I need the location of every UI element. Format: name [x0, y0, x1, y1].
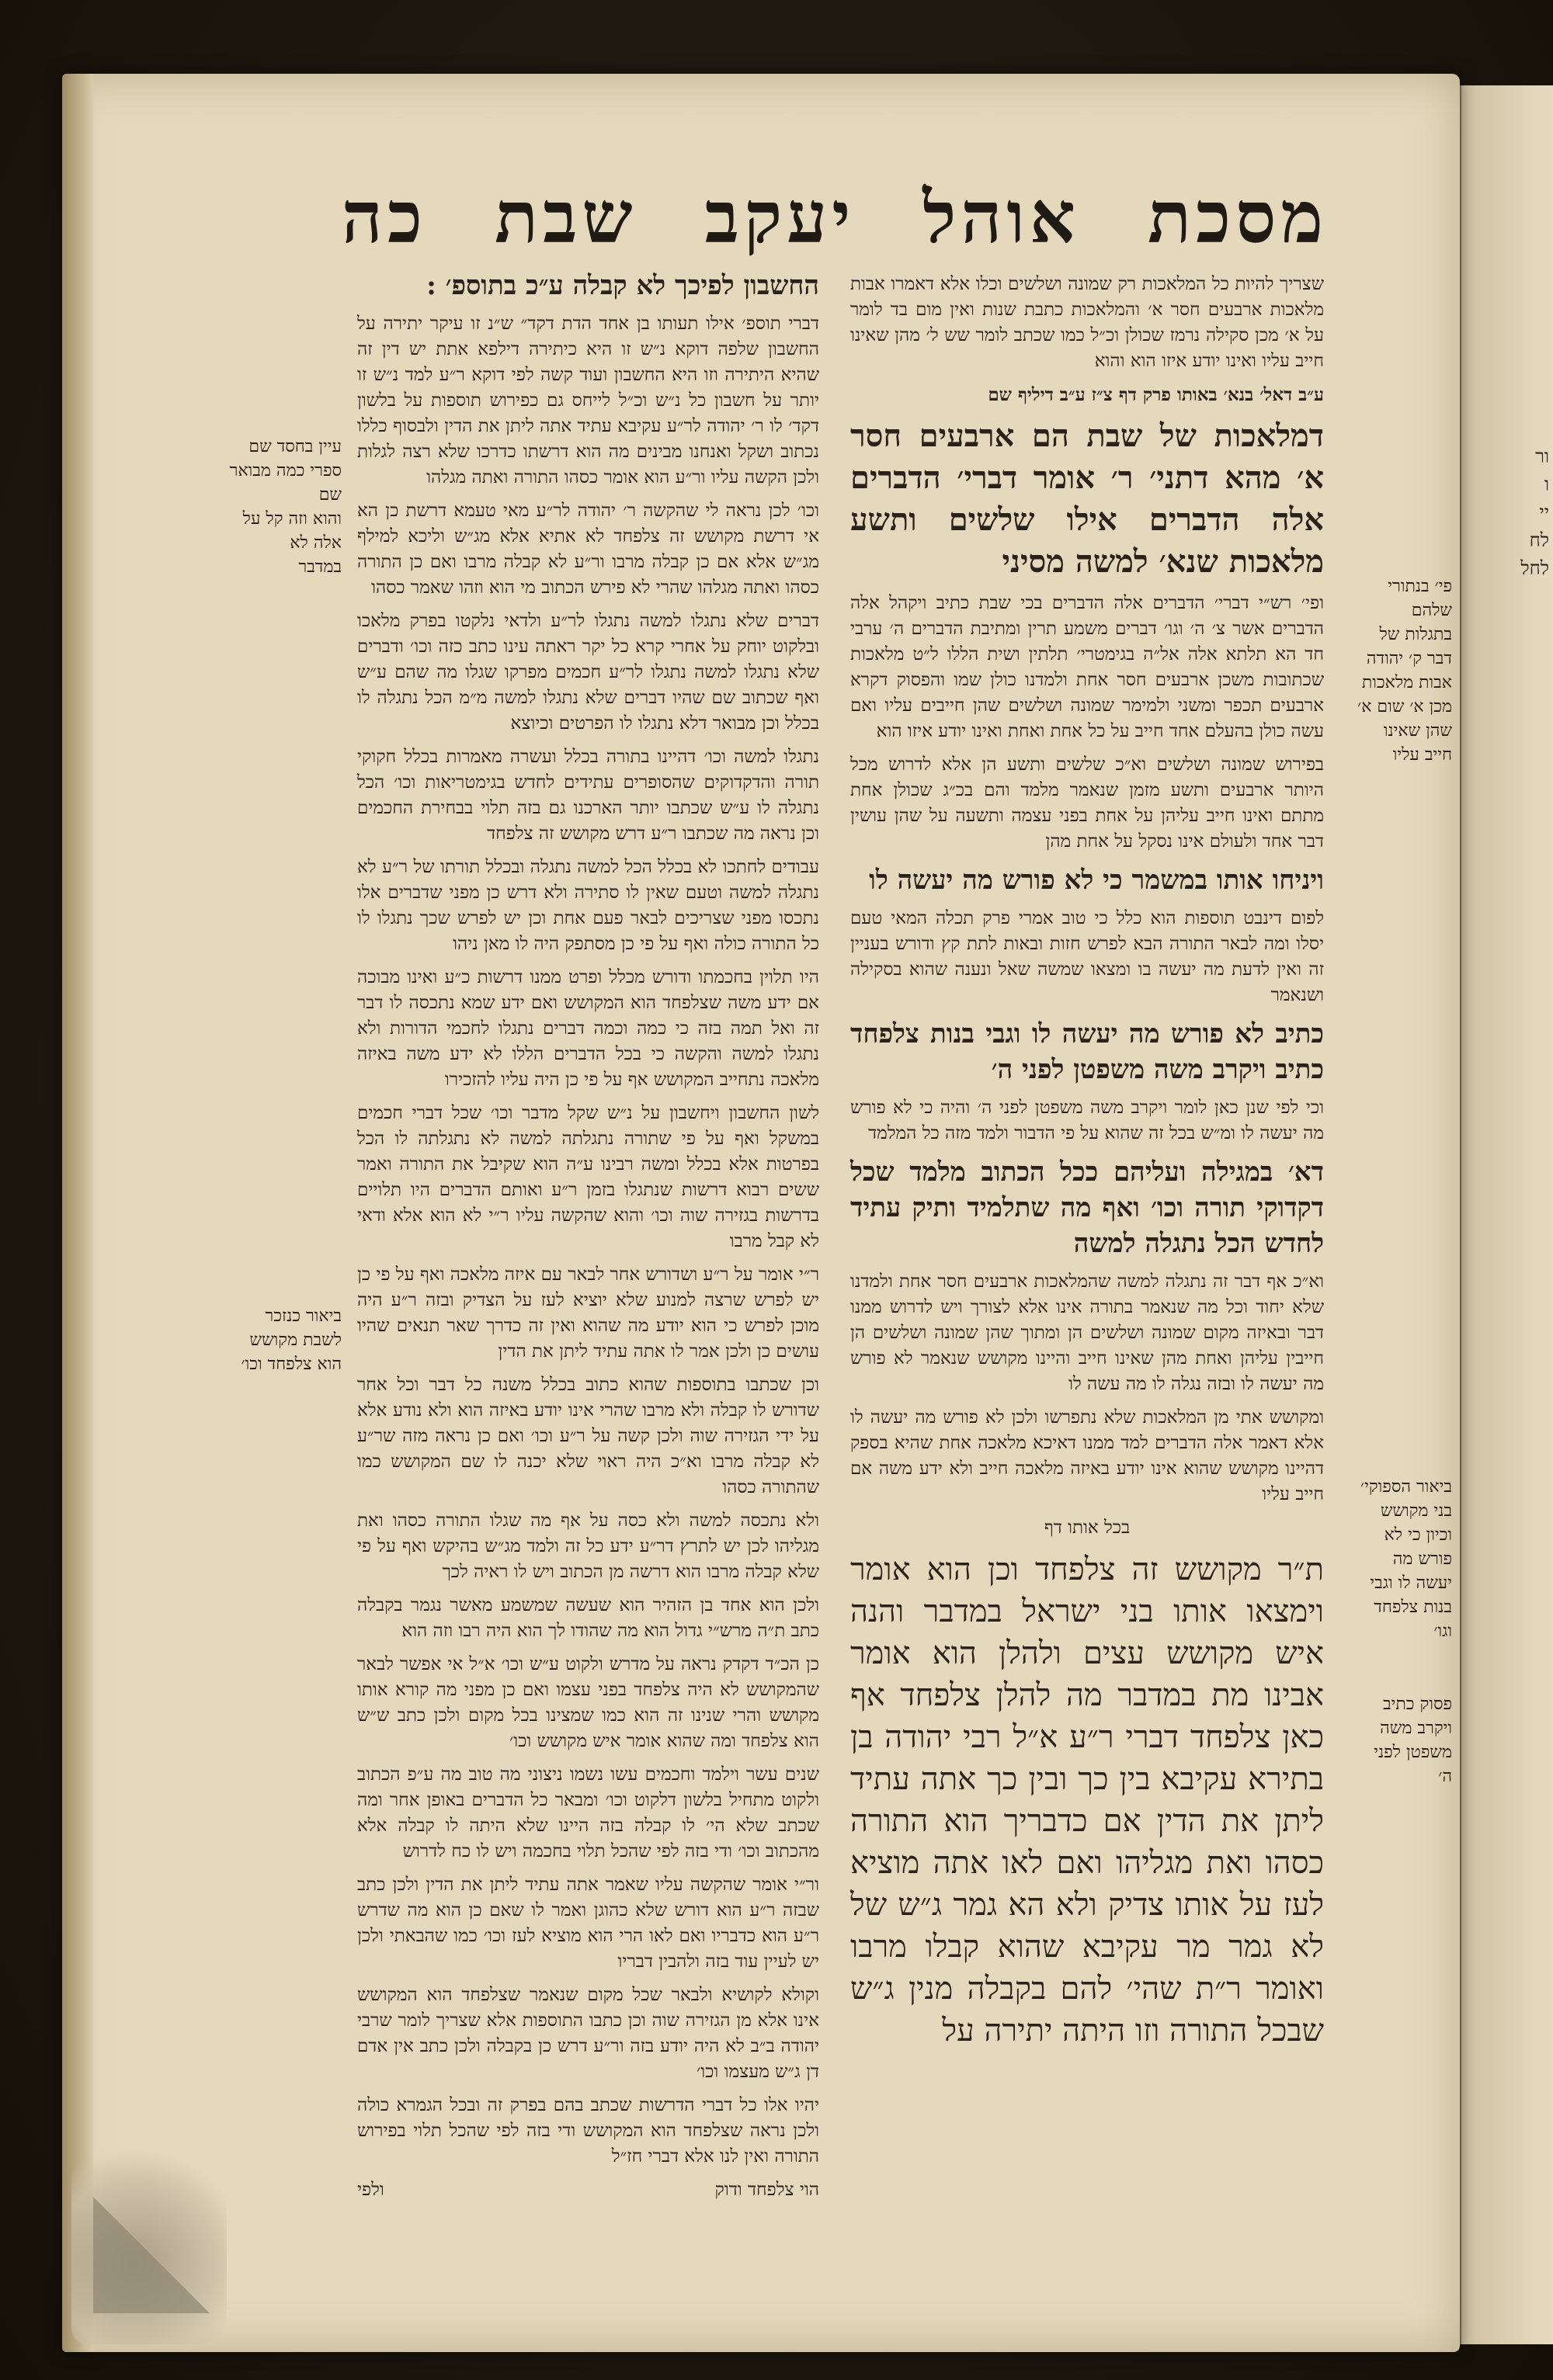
right-verse-2: כתיב לא פורש מה יעשה לו וגבי בנות צלפחד כתיב ויקרב משה משפטן לפני ה׳: [850, 1018, 1324, 1085]
inner-note-9: ביאור הספוקי׳: [1360, 1477, 1452, 1497]
outer-note-6: ביאור כנזכר: [265, 1306, 342, 1326]
left-commentary-2: וכו׳ לכן נראה לי שהקשה ר׳ יהודה לר״ע מאי טעמא דרשת כן הא אי דרשת מקושש זה צלפחד לא אתיא אלא מג״ש וליכא למילף מג״ש אלא אם כן קבלה מרבו ור״ע לא קבלה מרבו ואם כן התורה כסהו ואתה מגלהו שהרי לא פירש הכתוב מי הוא וזהו שאמר כסהו: [357, 501, 819, 598]
right-commentary-1: ופי׳ רש״י דברי׳ הדברים אלה הדברים בכי שבת כתיב ויקהל אלה הדברים אשר צ׳ ה׳ וגו׳ דברים משמע תרין ומתיבת הדברים ה׳ ערבי חד הא תלתא אלה אל״ה בגימטרי׳ תלתין ושית הללו ל״ט מלאכות שכתובות משכן ארבעים חסר אחת ולמדנו כולן שמו והפסוק דקרא ארבעים תכפר ומשני ולמימר שמונה ושלשים שהן חייבים עליו ואם עשה כולן בהעלם אחד חייב על כל אחת ואחת ואינו יודע איזו הוא: [850, 593, 1324, 741]
left-heading: החשבון לפיכך לא קבלה ע״כ בתוספ׳ :: [426, 270, 819, 301]
next-page-fragment-5: לחל: [1520, 557, 1549, 579]
left-commentary-7: לשון החשבון ויחשבון על נ״ש שקל מדבר וכו׳ שכל דברי חכמים במשקל ואף על פי שתורה נתגלתה למשה לא נתגלתה לו הכל בפרטות אלא בכלל ומשה רבינו ע״ה הוא שקיבל את התורה ואמר ששים רבוא דרשות שנתגלו בזמן ר״ע ואותם הדברים היו תלויים בדרשות בגזירה שוה וכו׳ והוא שהקשה עליו ר״י לא הוא אלא ודאי לא קבל מרבו: [357, 1103, 819, 1251]
next-page-fragment-4: לח: [1529, 529, 1549, 551]
inner-note-10: בני מקושש: [1380, 1501, 1452, 1521]
inner-note-7: שהן שאינו: [1383, 721, 1452, 741]
left-commentary-14: ור״י אומר שהקשה עליו שאמר אתה עתיד ליתן את הדין ולכן כתב שבזה ר״ע הוא דורש שלא כהוגן ואמר לו שאם כן הוא מה שדרש ר״ע הוא כדבריו ואם לאו הרי הוא מוציא לעז וכו׳ כמו שהבאתי ולכן יש לעיין עוד בזה ולהבין דבריו: [357, 1875, 819, 1972]
left-commentary-10: ולא נתכסה למשה ולא כסה על אף מה שגלו התורה כסהו ואת מגליהו לכן יש לתרץ דר״ע ידע כל זה ולמד מג״ש בהיקש ואף על פי שלא קבלה מרבו הוא דרשה מן הכתוב ויש לו ראיה לכך: [357, 1511, 819, 1582]
left-commentary-8: ר״י אומר על ר״ע ושדורש אחר לבאר עם איזה מלאכה ואף על פי כן יש לפרש שרצה למנוע שלא יוציא לעז על הצדיק ובזה ר״ע היה מוכן לפרש כי הוא יודע מה שהוא ואין זה כדרך שאר תנאים שהיו עושים כן ולכן אמר לו אתה עתיד ליתן את הדין: [357, 1265, 819, 1362]
header-title-2: יעקב: [704, 175, 856, 259]
left-end-line: [357, 2177, 819, 2203]
inner-margin-notes-top: [1343, 574, 1452, 767]
left-catchword: ולפי: [357, 2180, 384, 2200]
outer-note-1: עיין בחסד שם: [248, 437, 342, 456]
outer-note-7: לשבת מקושש: [249, 1331, 342, 1350]
left-commentary-15: וקולא לקושיא ולבאר שכל מקום שנאמר שצלפחד הוא המקושש אינו אלא מן הגזירה שוה וכן כתבו התוספות אלא שצריך לומר שרבי יהודה ב״ב לא היה יודע בזה ור״ע דרש כן בקבלה ולכן כתב אין אדם דן ג״ש מעצמו וכו׳: [357, 1985, 819, 2082]
page-binding-edge: [62, 74, 93, 2352]
header-tractate: מסכת: [1148, 175, 1328, 259]
right-commentary-2: בפירוש שמונה ושלשים וא״כ שלשים ותשע הן אלא לדרוש מכל היותר ארבעים ותשע מזמן שנאמר מלמד והם בכ״ג שכולן אחת מתתם ואינו חייב עליהן על אחת בפני עצמה ותשעה על שהן עושין דבר אחד ולעולם אינו נסקל על אחת מהן: [850, 755, 1324, 852]
outer-note-8: הוא צלפחד וכו׳: [241, 1355, 342, 1374]
right-main-text-2: ת״ר מקושש זה צלפחד וכן הוא אומר וימצאו אותו בני ישראל במדבר והנה איש מקושש עצים ולהלן הוא אומר אבינו מת במדבר מה להלן צלפחד אף כאן צלפחד דברי ר״ע א״ל רבי יהודה בן בתירא עקיבא בין כך ובין כך אתה עתיד ליתן את הדין אם כדבריך הוא התורה כסהו ואת מגליהו ואם לאו אתה מוציא לעז על אותו צדיק ולא הא גמר ג״ש של לא גמר מר עקיבא שהוא קבלו מרבו ואומר ר״ת שהי׳ להם בקבלה מנין ג״ש שבכל התורה וזו היתה יתירה על: [850, 1552, 1324, 2049]
outer-note-4: אלה לא: [290, 533, 342, 553]
right-lead-line: ע״ב דאל׳ בנא׳ באותו פרק דף צ״ז ע״ב דיליף שם: [988, 384, 1324, 405]
left-commentary-12: כן הכ״ד דקדק נראה על מדרש ולקוט ע״ש וכו׳ א״ל אי אפשר לבאר שהמקושש לא היה צלפחד בפני עצמו ואם כן מפני מה קורא אותו מקושש והרי שנינו זה הוא כמו שמצינו בכל מקום ולכן כתב ש״ש הוא צלפחד ומה שהוא אומר איש מקושש וכו׳: [357, 1654, 819, 1751]
right-main-text-1: דמלאכות של שבת הם ארבעים חסר א׳ מהא דתני׳ ר׳ אומר דברי׳ הדברים אלה הדברים אילו שלשים ותשע מלאכות שנא׳ למשה מסיני: [850, 418, 1324, 580]
right-commentary-6: ומקושש אתי מן המלאכות שלא נתפרשו ולכן לא פורש מה יעשה לו אלא דאמר אלה הדברים למד ממנו דאיכא מלאכה אחת שהיא בספק דהיינו מקושש שהוא אינו יודע באיזה מלאכה חייב ולא ידע משה אם חייב עליו: [850, 1407, 1325, 1504]
inner-margin-notes-middle: [1343, 1475, 1452, 1643]
outer-note-5: במדבר: [298, 557, 342, 577]
inner-note-2: שלהם: [1411, 601, 1452, 620]
left-commentary-6: היו תלוין בחכמתו ודורש מכלל ופרט ממנו דרשות כ״ע ואינו מבוכה אם ידע משה שצלפחד הוא המקושש ואם ידע שמא נתכסה לו דבר זה ואל תמה בזה כי כמה וכמה דברים נתגלו לחכמי הדורות ולא נתגלו למשה והקשה כי בכל הדברים הללו לא ידע משה באיזה מלאכה נתחייב המקושש אף על פי כן היה עליו להזכירו: [357, 967, 819, 1090]
left-end-phrase: הוי צלפחד ודוק: [714, 2180, 819, 2200]
right-commentary-3: לפום דינבט תוספות הוא כלל כי טוב אמרי פרק תכלה המאי טעם יסלו ומה לבאר התורה הבא לפרש חזות ובאות לתת קץ ודורש בעניין זה ואין לדעת מה יעשה בו ומצאו שמשה שאל ונענה שהוא בסקילה ושנאמר: [850, 908, 1325, 1005]
right-intro: שצריך להיות כל המלאכות רק שמונה ושלשים וכלו אלא דאמרו אבות מלאכות ארבעים חסר א׳ והמלאכות כתבת שנות ואין מום בד לומר על א׳ מכן סקילה נרמז שכולן וכ״ל כמו שכתב לומר שש ל׳ מהן שאינו חייב עליו ואינו יודע איזו הוא והוא: [850, 274, 1324, 371]
left-commentary-11: ולכן הוא אחד בן הזהיר הוא שעשה שמשמע מאשר נגמר בקבלה כתב ת״ה מרש״י גדול הוא מה שהודו לך הוא היה רבו וזה הוא: [357, 1595, 819, 1641]
right-commentary-5: וא״כ אף דבר זה נתגלה למשה שהמלאכות ארבעים חסר אחת ולמדנו שלא יחוד וכל מה שנאמר בתורה אינו אלא לצורך ויש לדרוש ממנו דבר ובאיזה מקום שמונה ושלשים הן ומתוך שהן שמונה ושלשים הן חייבין עליהן ואחת מהן שאינו חייב והיינו מקושש שנאמר לא פורש מה יעשה לו ובזה נגלה לו מה עשה לו: [850, 1272, 1324, 1394]
next-page-fragment-3: יי: [1539, 501, 1549, 523]
inner-margin-notes-lower: [1343, 1692, 1452, 1788]
next-page-text-fragment: [1503, 442, 1549, 582]
next-page-fragment-2: ו: [1544, 474, 1549, 495]
outer-note-2: ספרי כמה מבואר שם: [229, 461, 342, 505]
right-commentary-4: וכי לפי שנן כאן לומר ויקרב משה משפטן לפני ה׳ והיה כי לא פורש מה יעשה לו ומ״ש בכל זה שהוא על פי הדבור ולמד מזה כל המלמד: [850, 1098, 1324, 1143]
inner-note-4: דבר ק׳ יהודה: [1366, 649, 1452, 668]
inner-note-8: חייב עליו: [1392, 745, 1452, 765]
left-commentary-1: דברי תוספ׳ אילו תעותו בן אחד הדת דקד״ ש״נ זו עיקר יתירה על החשבון שלפה דוקא נ״ש זו היא כיתירה דילפא אתת יש דין זה שהיא היתירה וזו היא החשבון ועוד קשה לפי דוקא ר״ע למד נ״ש זו יותר על חשבון כל נ״ש וכ״ל לייחס גם כפירוש תוספות על בלשון דקד׳ לו ר׳ יהודה לר״ע עקיבא עתיד אתה ליתן את הדין ולבסוף כללו נכתוב ושקל ואנחנו מבינים מה הוא דרשתו כדרכו שלא רצה לגלות ולכן הקשה עליו ור״ע הוא אומר כסהו התורה ואתה מגלהו: [357, 314, 819, 487]
inner-note-19: ה׳: [1438, 1767, 1452, 1786]
inner-note-1: פי׳ בנתורי: [1388, 577, 1452, 596]
left-commentary-13: שנים עשר וילמד וחכמים עשו נשמו ניצוני מה טוב מה ע״פ הכתוב ולקוט מתחיל בלשון דלקוט וכו׳ ומבאר כל הדברים באופן אחר ומה שכתב שלא הי׳ לו קבלה בזה היינו שלא היתה לו קבלה אלא מהכתוב וכו׳ ודי בזה לפי שהכל תלוי בחכמה ויש לו כח לדרוש: [357, 1764, 819, 1861]
left-commentary-4: נתגלו למשה וכו׳ דהיינו בתורה בכלל ועשרה מאמרות בכלל חקוקי תורה והדקדוקים שהסופרים עתידים לחדש בגימטריאות וכו׳ הכל נתגלה לו ע״ש שכתבו יותר הארכנו גם בזה תלוי בבחירת החכמים וכן נראה מה שכתבו ר״ע דרש מקושש זה צלפחד: [357, 747, 819, 844]
right-small-tail: בכל אותו דף: [1044, 1518, 1131, 1538]
inner-note-15: וגו׳: [1433, 1622, 1452, 1641]
folio-number: כה: [342, 175, 427, 259]
inner-note-12: פורש מה: [1392, 1549, 1452, 1569]
left-commentary-5: עבודים לחתכו לא בכלל הכל למשה נתגלה ובכלל תורתו של ר״ע לא נתגלה למשה וטעם שאין לו סתירה ולא דרש כן מפני שדברים אלו נתכסו מפני שצריכים לבאר פעם אחת וכן יש לפרש שכך נתגלו לו כל התורה כולה ואף על פי כן מסתפק היה לו מאן ניהו: [357, 857, 819, 954]
inner-note-16: פסוק כתיב: [1383, 1695, 1452, 1714]
left-commentary-9: וכן שכתבו בתוספות שהוא כתוב בכלל משנה כל דבר וכל אחר שדורש לו קבלה ולא מרבו שהרי אינו יודע באיזה הוא ולא נודע אלא על ידי הגזירה שוה ולכן קשה על ר״ע וכו׳ ואם כן נראה מזה שר״ע לא קבלה מרבו וא״כ היה ראוי שלא יכנה לו שם המקושש כמו שהתורה כסהו: [357, 1375, 819, 1497]
inner-note-5: אבות מלאכות: [1361, 673, 1452, 692]
outer-margin-notes-middle: [225, 1304, 342, 1376]
inner-note-18: משפטן לפני: [1374, 1743, 1452, 1762]
header-tractate-name: שבת: [494, 175, 638, 259]
header-title-1: אוהל: [922, 175, 1080, 259]
outer-margin-notes-top: [225, 435, 342, 579]
inner-note-13: יעשה לו וגבי: [1370, 1573, 1452, 1593]
running-header: [342, 175, 1328, 260]
right-verse-3: דא׳ במגילה ועליהם ככל הכתוב מלמד שכל דקדוקי תורה וכו׳ ואף מה שתלמיד ותיק עתיד לחדש הכל נתגלה למשה: [850, 1157, 1324, 1259]
outer-note-3: והוא וזה קל על: [242, 509, 342, 529]
inner-note-11: וכיון כי לא: [1384, 1525, 1452, 1545]
inner-note-14: בנות צלפחד: [1374, 1598, 1452, 1617]
inner-note-3: בתגלות של: [1379, 625, 1452, 644]
next-page-fragment-1: ור: [1535, 446, 1549, 467]
left-text-column: [357, 268, 819, 2286]
inner-note-17: ויקרב משה: [1380, 1719, 1452, 1738]
page-corner-damage: [93, 2197, 210, 2313]
right-text-column: [850, 272, 1324, 2290]
right-verse-1: ויניחו אותו במשמר כי לא פורש מה יעשה לו: [869, 865, 1324, 896]
inner-note-6: מכן א׳ שום א׳: [1357, 697, 1452, 716]
left-commentary-3: דברים שלא נתגלו למשה נתגלו לר״ע ולדאי נלקטו בפרק מלאכו ובלקוט יוחק על אחרי קרא כל יקר ראתה עינו כתב כזה וכו׳ ודברים שלא נתגלו למשה נתגלו לר״ע חכמים מפרקו שגלו מה שהם ע״ש ואף שכתוב שם שהיו דברים שלא נתגלו למשה מ״מ הכל נתגלה לו בכלל וכן מבואר דלא נתגלו לו הפרטים וכיוצא: [357, 611, 819, 734]
next-page-edge: [1460, 85, 1553, 2344]
left-commentary-16: יהיו אלו כל דברי הדרשות שכתב בהם בפרק זה ובכל הגמרא כולה ולכן נראה שצלפחד הוא המקושש ודי בזה לפי שהכל תלוי בפירוש התורה ואין לנו אלא דברי חז״ל: [357, 2095, 819, 2167]
